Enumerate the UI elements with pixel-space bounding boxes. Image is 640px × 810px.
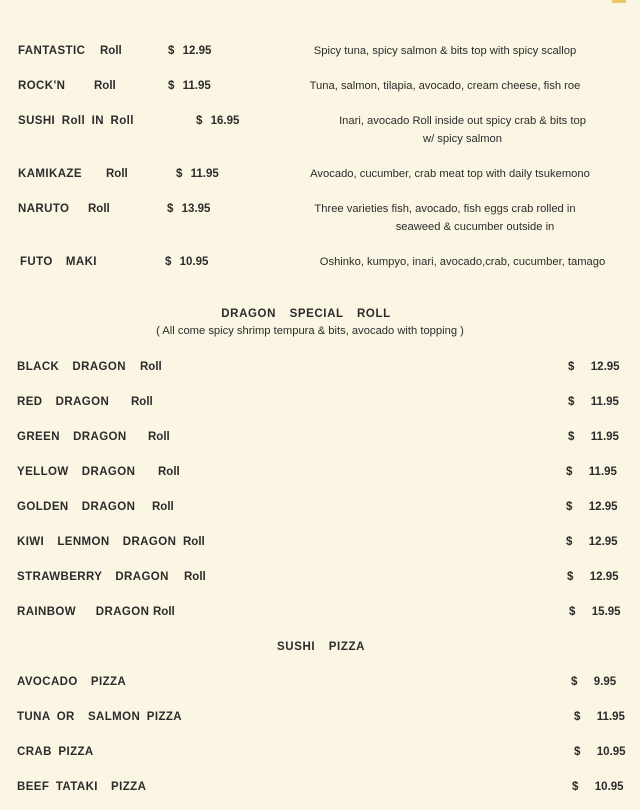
dragon-item-suffix: Roll — [140, 361, 162, 373]
dragon-item-name: KIWI LENMON DRAGON — [17, 536, 177, 548]
roll-name: FANTASTIC — [18, 45, 86, 57]
roll-name: FUTO MAKI — [20, 256, 97, 268]
dragon-item-price: $ 15.95 — [569, 606, 621, 618]
roll-description-line: Inari, avocado Roll inside out spicy crab & bits top — [339, 115, 586, 127]
dragon-item-price: $ 12.95 — [567, 571, 619, 583]
roll-price: $ 11.95 — [176, 168, 219, 180]
pizza-item-price: $ 10.95 — [574, 746, 626, 758]
dragon-item-suffix: Roll — [158, 466, 180, 478]
roll-description: Spicy tuna, spicy salmon & bits top with spicy scallop — [313, 45, 577, 57]
pizza-item-price: $ 11.95 — [574, 711, 625, 723]
dragon-item-price: $ 11.95 — [568, 396, 619, 408]
pizza-item-name: TUNA OR SALMON PIZZA — [17, 711, 182, 723]
pizza-item-name: CRAB PIZZA — [17, 746, 94, 758]
roll-name: NARUTO — [18, 203, 70, 215]
dragon-item-price: $ 12.95 — [568, 361, 620, 373]
dragon-item-suffix: Roll — [152, 501, 174, 513]
dragon-item-name: GREEN DRAGON — [17, 431, 127, 443]
dragon-item-name: STRAWBERRY DRAGON — [17, 571, 169, 583]
roll-suffix: Roll — [106, 168, 128, 180]
dragon-item-name: RAINBOW DRAGON — [17, 606, 150, 618]
dragon-item-name: YELLOW DRAGON — [17, 466, 136, 478]
roll-description — [270, 200, 620, 236]
dragon-item-name: BLACK DRAGON — [17, 361, 126, 373]
roll-name: KAMIKAZE — [18, 168, 82, 180]
roll-description: Tuna, salmon, tilapia, avocado, cream cheese, fish roe — [309, 80, 581, 92]
roll-description: Oshinko, kumpyo, inari, avocado,crab, cucumber, tamago — [319, 256, 606, 268]
section-heading-pizza: SUSHI PIZZA — [277, 641, 365, 653]
roll-suffix: Roll — [88, 203, 110, 215]
roll-suffix: Roll — [100, 45, 122, 57]
dragon-item-price: $ 11.95 — [566, 466, 617, 478]
dragon-item-suffix: Roll — [131, 396, 153, 408]
corner-accent-mark — [612, 0, 626, 3]
roll-suffix: Roll — [94, 80, 116, 92]
dragon-item-suffix: Roll — [153, 606, 175, 618]
pizza-item-price: $ 9.95 — [571, 676, 617, 688]
roll-description — [290, 112, 635, 148]
pizza-item-name: BEEF TATAKI PIZZA — [17, 781, 147, 793]
pizza-item-name: AVOCADO PIZZA — [17, 676, 127, 688]
roll-price: $ 12.95 — [168, 45, 212, 57]
pizza-item-price: $ 10.95 — [572, 781, 624, 793]
dragon-item-suffix: Roll — [183, 536, 205, 548]
dragon-item-price: $ 12.95 — [566, 536, 618, 548]
dragon-item-price: $ 12.95 — [566, 501, 618, 513]
roll-description-line: seaweed & cucumber outside in — [395, 221, 555, 233]
dragon-item-suffix: Roll — [184, 571, 206, 583]
dragon-item-price: $ 11.95 — [568, 431, 619, 443]
dragon-item-suffix: Roll — [148, 431, 170, 443]
roll-description-line: w/ spicy salmon — [423, 133, 502, 145]
roll-description-line: Three varieties fish, avocado, fish eggs crab rolled in — [314, 203, 576, 215]
roll-name: SUSHI Roll IN Roll — [18, 115, 134, 127]
section-heading-dragon: DRAGON SPECIAL ROLL — [221, 308, 391, 320]
roll-price: $ 16.95 — [196, 115, 240, 127]
roll-name: ROCK'N — [18, 80, 66, 92]
roll-description: Avocado, cucumber, crab meat top with daily tsukemono — [310, 168, 590, 180]
dragon-item-name: GOLDEN DRAGON — [17, 501, 136, 513]
dragon-item-name: RED DRAGON — [17, 396, 110, 408]
roll-price: $ 11.95 — [168, 80, 211, 92]
roll-price: $ 10.95 — [165, 256, 209, 268]
roll-price: $ 13.95 — [167, 203, 211, 215]
section-note-dragon: ( All come spicy shrimp tempura & bits, avocado with topping ) — [156, 325, 464, 337]
